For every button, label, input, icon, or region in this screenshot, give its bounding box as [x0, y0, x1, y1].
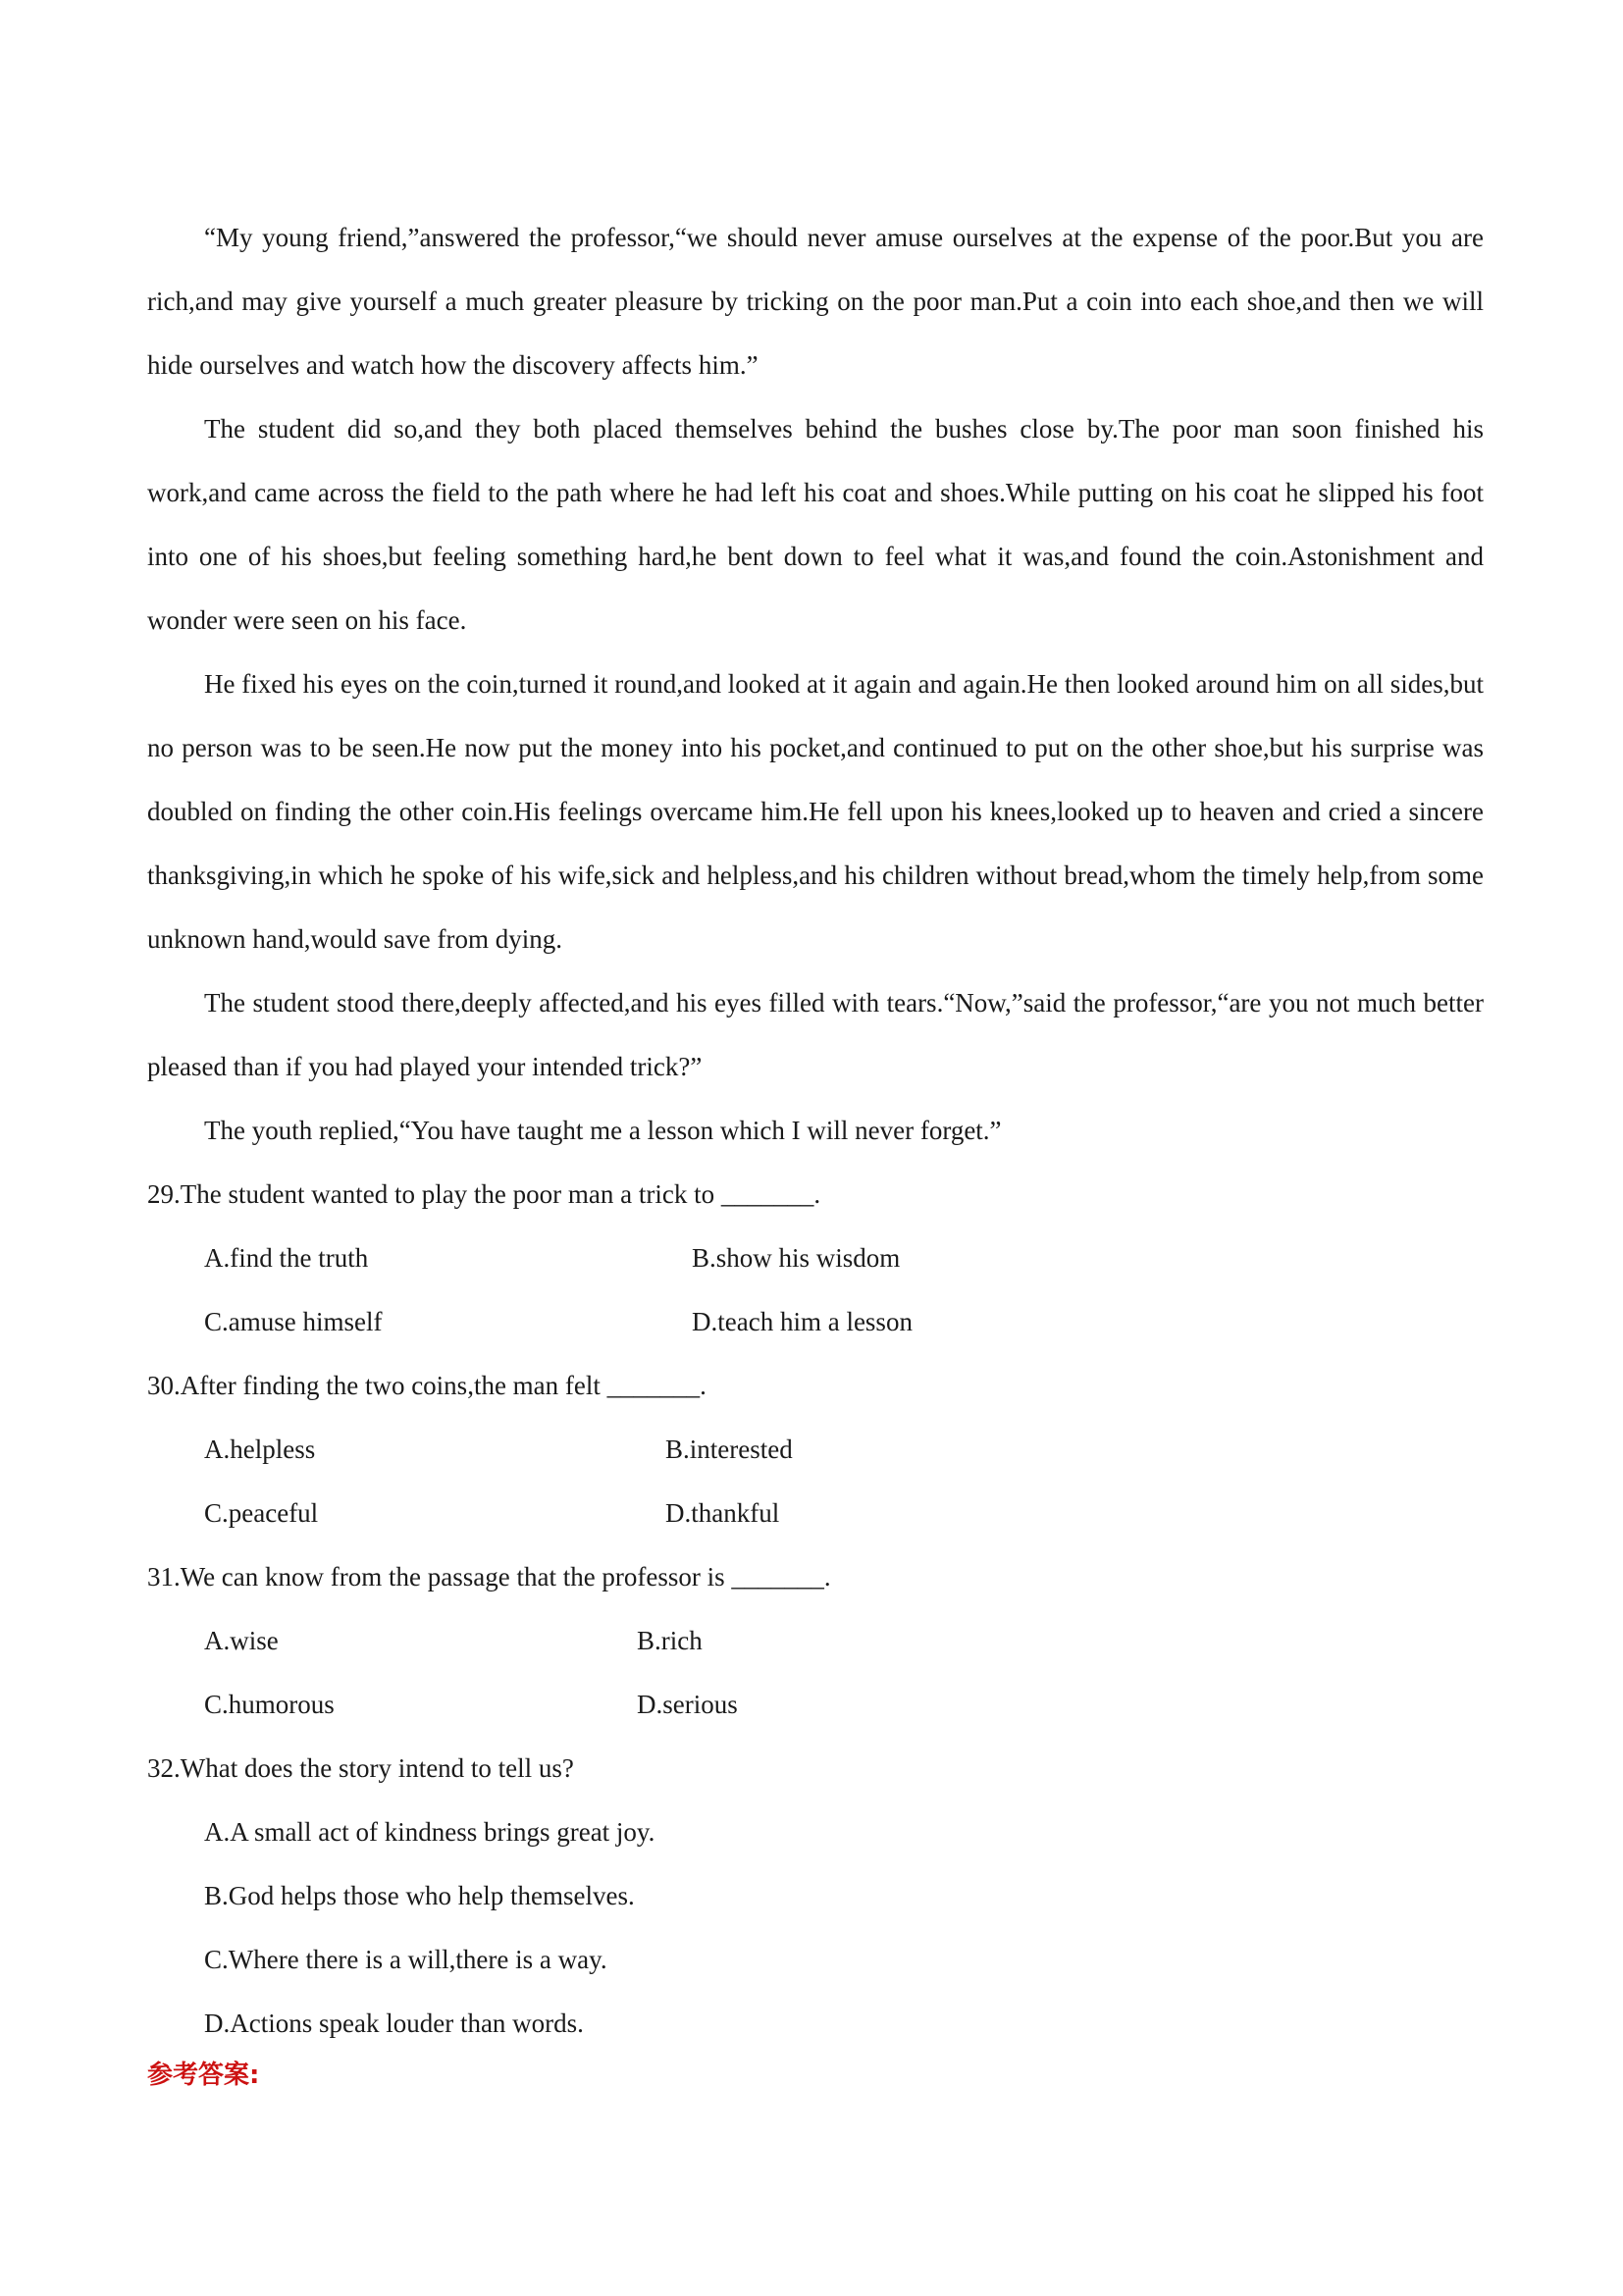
reading-passage [147, 206, 1484, 1163]
option-b: B.rich [637, 1626, 703, 1655]
question-30 [147, 1354, 1484, 1545]
option-group [147, 1800, 1484, 2056]
option-b: B.God helps those who help themselves. [204, 1881, 635, 1910]
option-a: A.A small act of kindness brings great joy. [204, 1817, 655, 1847]
option-d: D.Actions speak louder than words. [204, 2009, 584, 2038]
option-d: D.serious [637, 1690, 738, 1719]
passage-paragraph-2: The student did so,and they both placed themselves behind the bushes close by.The poor man soon finished his work,and came across the field to the path where he had left his coat and shoes.While putting on his coat he slipped his foot into one of his shoes,but feeling something hard,he bent down to feel what it was,and found the coin.Astonishment and wonder were seen on his face. [147, 414, 1484, 635]
passage-paragraph-3: He fixed his eyes on the coin,turned it round,and looked at it again and again.He then looked around him on all sides,but no person was to be seen.He now put the money into his pocket,and continued to put on the other shoe,but his surprise was doubled on finding the other coin.His feelings overcame him.He fell upon his knees,looked up to heaven and cried a sincere thanksgiving,in which he spoke of his wife,sick and helpless,and his children without bread,whom the timely help,from some unknown hand,would save from dying. [147, 669, 1484, 954]
question-32 [147, 1737, 1484, 2056]
option-a: A.helpless [204, 1435, 316, 1464]
passage-paragraph-5: The youth replied,“You have taught me a lesson which I will never forget.” [204, 1116, 1002, 1145]
question-29 [147, 1163, 1484, 1354]
option-b: B.show his wisdom [692, 1243, 901, 1273]
option-b: B.interested [665, 1435, 793, 1464]
question-stem: 29.The student wanted to play the poor man a trick to _______. [147, 1179, 821, 1209]
question-stem: 30.After finding the two coins,the man felt _______. [147, 1371, 707, 1400]
question-stem: 31.We can know from the passage that the professor is _______. [147, 1562, 831, 1592]
option-a: A.wise [204, 1626, 279, 1655]
passage-paragraph-1: “My young friend,”answered the professor,“we should never amuse ourselves at the expense of the poor.But you are rich,and may give yourself a much greater pleasure by tricking on the poor man.Put a coin into each shoe,and then we will hide ourselves and watch how the discovery affects him.” [147, 223, 1484, 380]
question-31 [147, 1545, 1484, 1737]
option-c: C.Where there is a will,there is a way. [204, 1945, 607, 1974]
option-c: C.peaceful [204, 1498, 319, 1528]
option-group [147, 1609, 1484, 1737]
document-page [147, 206, 1484, 2095]
answer-key-heading: 参考答案: [147, 2061, 260, 2090]
option-d: D.thankful [665, 1498, 780, 1528]
option-group [147, 1226, 1484, 1354]
option-d: D.teach him a lesson [692, 1307, 913, 1336]
option-c: C.amuse himself [204, 1307, 383, 1336]
option-a: A.find the truth [204, 1243, 369, 1273]
passage-paragraph-4: The student stood there,deeply affected,and his eyes filled with tears.“Now,”said the professor,“are you not much better pleased than if you had played your intended trick?” [147, 988, 1484, 1081]
option-c: C.humorous [204, 1690, 335, 1719]
option-group [147, 1418, 1484, 1545]
question-stem: 32.What does the story intend to tell us? [147, 1753, 574, 1783]
